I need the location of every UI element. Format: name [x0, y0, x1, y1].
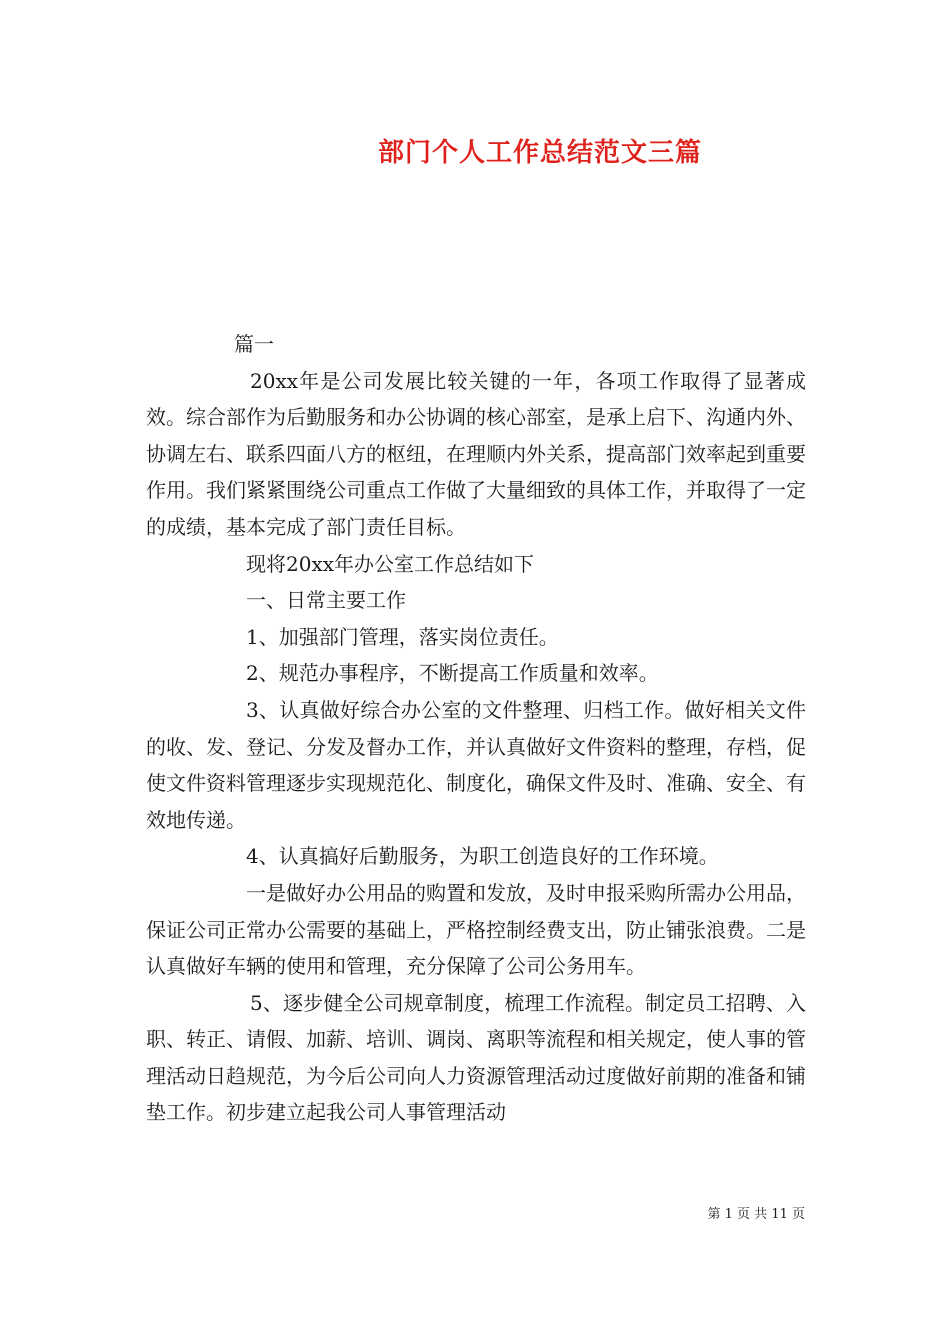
paragraph: 2、规范办事程序，不断提高工作质量和效率。: [246, 661, 659, 686]
paragraph: 一是做好办公用品的购置和发放，及时申报采购所需办公用品，保证公司正常办公需要的基础上，严格控制经费支出，防止铺张浪费。二是认真做好车辆的使用和管理，充分保障了公司公务用车。: [146, 880, 806, 979]
paragraph: 4、认真搞好后勤服务，为职工创造良好的工作环境。: [246, 844, 719, 869]
page-number: 第 1 页 共 11 页: [707, 1207, 805, 1222]
paragraph: 一、日常主要工作: [246, 588, 406, 613]
paragraph: 1、加强部门管理，落实岗位责任。: [246, 624, 559, 649]
paragraph: 现将20xx年办公室工作总结如下: [246, 551, 535, 576]
paragraph: 20xx年是公司发展比较关键的一年，各项工作取得了显著成效。综合部作为后勤服务和办公协调的核心部室，是承上启下、沟通内外、协调左右、联系四面八方的枢纽，在理顺内外关系，提高部门效率起到重要作用。我们紧紧围绕公司重点工作做了大量细致的具体工作，并取得了一定的成绩，基本完成了部门责任目标。: [146, 368, 806, 539]
paragraph: 3、认真做好综合办公室的文件整理、归档工作。做好相关文件的收、发、登记、分发及督办工作，并认真做好文件资料的整理，存档，促使文件资料管理逐步实现规范化、制度化，确保文件及时、准确、安全、有效地传递。: [146, 697, 806, 832]
paragraph: 5、逐步健全公司规章制度，梳理工作流程。制定员工招聘、入职、转正、请假、加薪、培训、调岗、离职等流程和相关规定，使人事的管理活动日趋规范，为今后公司向人力资源管理活动过度做好前期的准备和铺垫工作。初步建立起我公司人事管理活动: [146, 990, 806, 1125]
section-heading: 篇一: [234, 332, 274, 356]
document-body: [146, 326, 806, 1131]
document-title: 部门个人工作总结范文三篇: [377, 138, 702, 168]
